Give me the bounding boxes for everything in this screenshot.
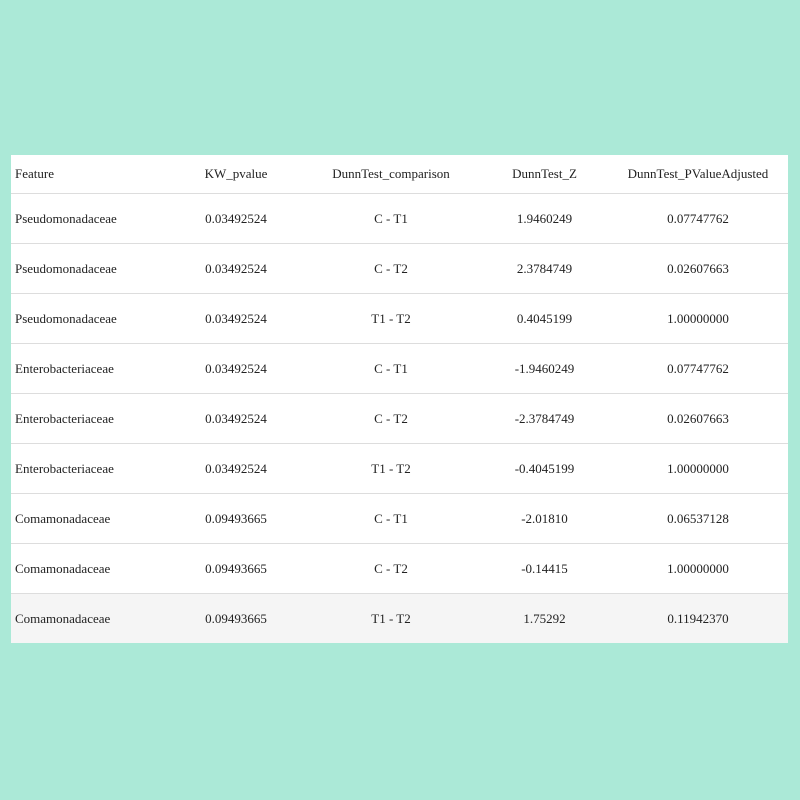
- cell-feature: Comamonadaceae: [11, 594, 171, 644]
- table-body: [11, 194, 788, 644]
- cell-dunn-comparison: C - T2: [301, 244, 481, 294]
- cell-feature: Pseudomonadaceae: [11, 194, 171, 244]
- cell-kw-pvalue: 0.03492524: [171, 194, 301, 244]
- table-row[interactable]: [11, 194, 788, 244]
- table-row[interactable]: [11, 344, 788, 394]
- cell-kw-pvalue: 0.03492524: [171, 244, 301, 294]
- cell-dunn-comparison: C - T2: [301, 394, 481, 444]
- cell-kw-pvalue: 0.03492524: [171, 394, 301, 444]
- cell-dunn-z: 1.9460249: [481, 194, 608, 244]
- cell-feature: Comamonadaceae: [11, 494, 171, 544]
- cell-dunn-pvalue-adjusted: 0.06537128: [608, 494, 788, 544]
- column-header-feature[interactable]: Feature: [11, 155, 171, 194]
- table-row[interactable]: [11, 494, 788, 544]
- cell-dunn-z: 2.3784749: [481, 244, 608, 294]
- column-header-dunn-pvalue-adjusted[interactable]: DunnTest_PValueAdjusted: [608, 155, 788, 194]
- cell-dunn-comparison: C - T1: [301, 194, 481, 244]
- cell-dunn-comparison: T1 - T2: [301, 594, 481, 644]
- cell-kw-pvalue: 0.03492524: [171, 294, 301, 344]
- cell-kw-pvalue: 0.09493665: [171, 544, 301, 594]
- table-row[interactable]: [11, 544, 788, 594]
- cell-dunn-comparison: C - T1: [301, 494, 481, 544]
- table-header-row: [11, 155, 788, 194]
- table-row[interactable]: [11, 244, 788, 294]
- cell-dunn-z: -1.9460249: [481, 344, 608, 394]
- cell-feature: Enterobacteriaceae: [11, 344, 171, 394]
- cell-dunn-z: -0.14415: [481, 544, 608, 594]
- cell-dunn-comparison: C - T1: [301, 344, 481, 394]
- cell-dunn-z: -2.3784749: [481, 394, 608, 444]
- cell-kw-pvalue: 0.03492524: [171, 344, 301, 394]
- cell-dunn-z: 0.4045199: [481, 294, 608, 344]
- cell-dunn-pvalue-adjusted: 1.00000000: [608, 544, 788, 594]
- cell-kw-pvalue: 0.09493665: [171, 494, 301, 544]
- cell-dunn-pvalue-adjusted: 0.02607663: [608, 394, 788, 444]
- column-header-kw-pvalue[interactable]: KW_pvalue: [171, 155, 301, 194]
- cell-feature: Pseudomonadaceae: [11, 294, 171, 344]
- cell-dunn-pvalue-adjusted: 0.11942370: [608, 594, 788, 644]
- cell-dunn-comparison: T1 - T2: [301, 444, 481, 494]
- cell-feature: Enterobacteriaceae: [11, 394, 171, 444]
- cell-dunn-comparison: C - T2: [301, 544, 481, 594]
- cell-dunn-z: 1.75292: [481, 594, 608, 644]
- results-table-panel: [11, 155, 788, 643]
- cell-feature: Comamonadaceae: [11, 544, 171, 594]
- table-row[interactable]: [11, 394, 788, 444]
- cell-dunn-comparison: T1 - T2: [301, 294, 481, 344]
- cell-kw-pvalue: 0.09493665: [171, 594, 301, 644]
- results-table: [11, 155, 788, 643]
- cell-dunn-pvalue-adjusted: 0.07747762: [608, 344, 788, 394]
- cell-feature: Pseudomonadaceae: [11, 244, 171, 294]
- cell-dunn-pvalue-adjusted: 0.07747762: [608, 194, 788, 244]
- column-header-dunn-comparison[interactable]: DunnTest_comparison: [301, 155, 481, 194]
- cell-kw-pvalue: 0.03492524: [171, 444, 301, 494]
- cell-feature: Enterobacteriaceae: [11, 444, 171, 494]
- table-row[interactable]: [11, 294, 788, 344]
- cell-dunn-pvalue-adjusted: 0.02607663: [608, 244, 788, 294]
- table-row[interactable]: [11, 594, 788, 644]
- cell-dunn-z: -2.01810: [481, 494, 608, 544]
- cell-dunn-pvalue-adjusted: 1.00000000: [608, 444, 788, 494]
- cell-dunn-z: -0.4045199: [481, 444, 608, 494]
- table-row[interactable]: [11, 444, 788, 494]
- column-header-dunn-z[interactable]: DunnTest_Z: [481, 155, 608, 194]
- cell-dunn-pvalue-adjusted: 1.00000000: [608, 294, 788, 344]
